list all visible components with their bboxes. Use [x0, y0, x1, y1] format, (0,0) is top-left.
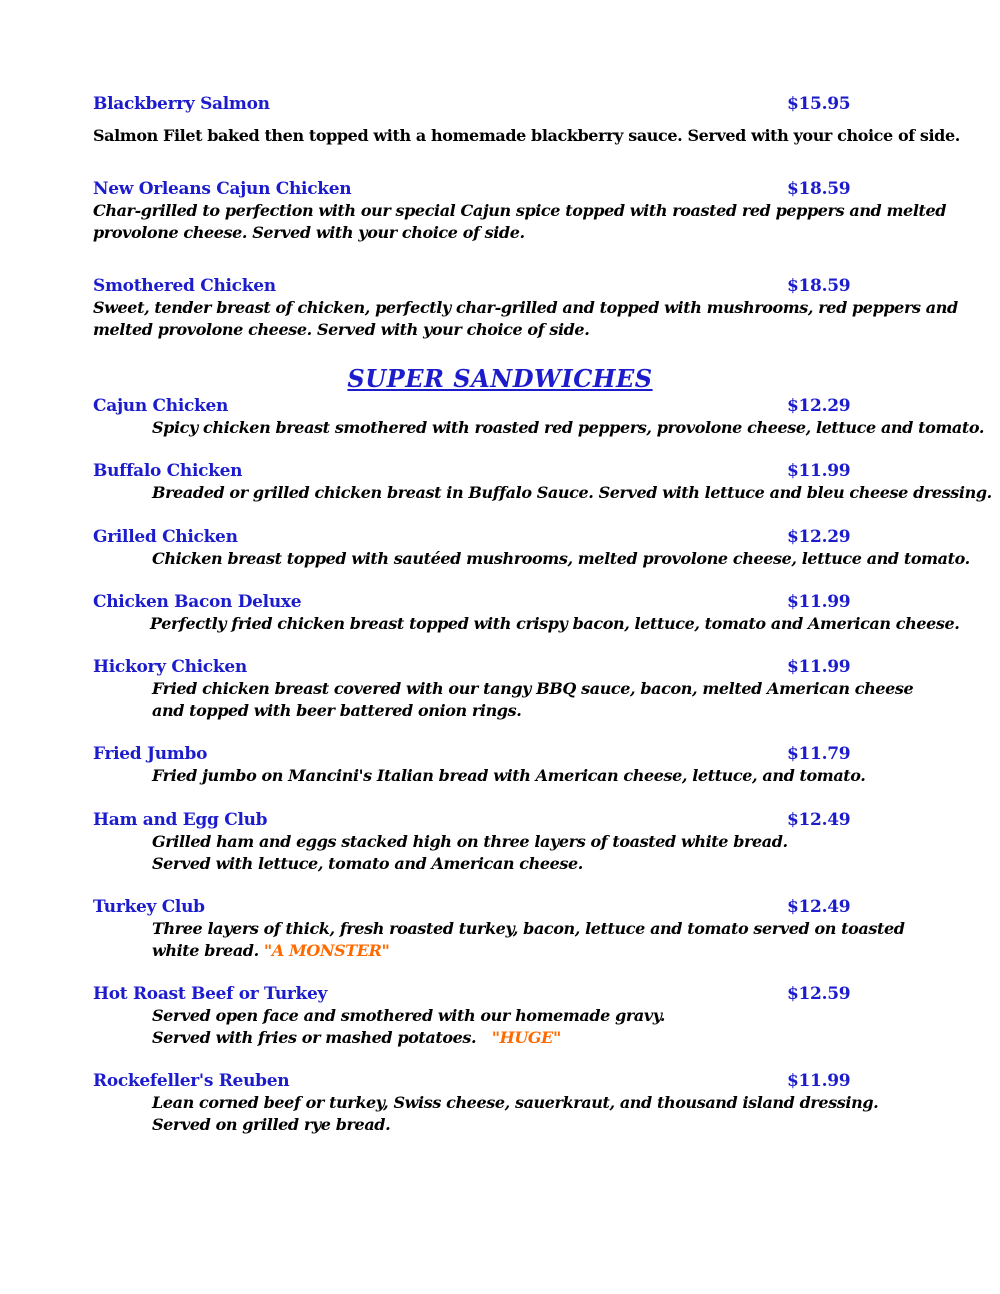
item-description: Fried jumbo on Mancini's Italian bread with American cheese, lettuce, and tomato. [152, 766, 866, 785]
item-price: $12.29 [787, 527, 851, 547]
item-name: Grilled Chicken [93, 527, 238, 547]
item-price: $11.99 [787, 657, 851, 677]
item-price: $18.59 [787, 276, 851, 296]
item-price: $11.79 [787, 744, 851, 764]
item-name: Rockefeller's Reuben [93, 1071, 290, 1091]
item-description: Sweet, tender breast of chicken, perfectly char-grilled and topped with mushrooms, red peppers and [93, 298, 958, 317]
item-description: Spicy chicken breast smothered with roasted red peppers, provolone cheese, lettuce and tomato. [152, 418, 985, 437]
item-description: Served open face and smothered with our homemade gravy. [152, 1006, 666, 1025]
item-name: Cajun Chicken [93, 396, 229, 416]
item-name: New Orleans Cajun Chicken [93, 179, 352, 199]
item-price: $15.95 [787, 94, 851, 114]
item-description: and topped with beer battered onion rings. [152, 701, 522, 720]
item-price: $12.29 [787, 396, 851, 416]
item-description-line [152, 1027, 561, 1049]
item-name: Smothered Chicken [93, 276, 276, 296]
item-price: $12.49 [787, 897, 851, 917]
item-price: $12.59 [787, 984, 851, 1004]
item-description: Salmon Filet baked then topped with a homemade blackberry sauce. Served with your choice of side. [93, 126, 960, 145]
item-price: $12.49 [787, 810, 851, 830]
item-description: Three layers of thick, fresh roasted turkey, bacon, lettuce and tomato served on toasted [152, 919, 905, 938]
item-description: melted provolone cheese. Served with your choice of side. [93, 320, 590, 339]
item-price: $11.99 [787, 592, 851, 612]
item-description: provolone cheese. Served with your choice of side. [93, 223, 525, 242]
item-name: Buffalo Chicken [93, 461, 243, 481]
item-description: Breaded or grilled chicken breast in Buffalo Sauce. Served with lettuce and bleu cheese dressing. [152, 483, 992, 502]
callout-badge: "HUGE" [491, 1028, 561, 1047]
item-name: Turkey Club [93, 897, 205, 917]
section-heading: SUPER SANDWICHES [347, 364, 653, 393]
item-name: Hickory Chicken [93, 657, 247, 677]
item-price: $11.99 [787, 461, 851, 481]
item-price: $11.99 [787, 1071, 851, 1091]
item-description: Lean corned beef or turkey, Swiss cheese, sauerkraut, and thousand island dressing. [152, 1093, 879, 1112]
item-description-text: white bread. [152, 941, 264, 960]
item-name: Hot Roast Beef or Turkey [93, 984, 328, 1004]
item-description: Grilled ham and eggs stacked high on three layers of toasted white bread. [152, 832, 788, 851]
callout-badge: "A MONSTER" [263, 941, 390, 960]
item-name: Blackberry Salmon [93, 94, 270, 114]
item-description-line [152, 940, 389, 962]
item-description: Fried chicken breast covered with our tangy BBQ sauce, bacon, melted American cheese [152, 679, 914, 698]
item-description: Served on grilled rye bread. [152, 1115, 391, 1134]
item-description-text: Served with fries or mashed potatoes. [152, 1028, 492, 1047]
item-price: $18.59 [787, 179, 851, 199]
item-name: Chicken Bacon Deluxe [93, 592, 302, 612]
item-description: Char-grilled to perfection with our special Cajun spice topped with roasted red peppers and melted [93, 201, 947, 220]
item-description: Chicken breast topped with sautéed mushrooms, melted provolone cheese, lettuce and tomato. [152, 549, 970, 568]
item-description: Served with lettuce, tomato and American cheese. [152, 854, 583, 873]
item-name: Ham and Egg Club [93, 810, 268, 830]
item-name: Fried Jumbo [93, 744, 208, 764]
item-description: Perfectly fried chicken breast topped with crispy bacon, lettuce, tomato and American cheese. [150, 614, 960, 633]
